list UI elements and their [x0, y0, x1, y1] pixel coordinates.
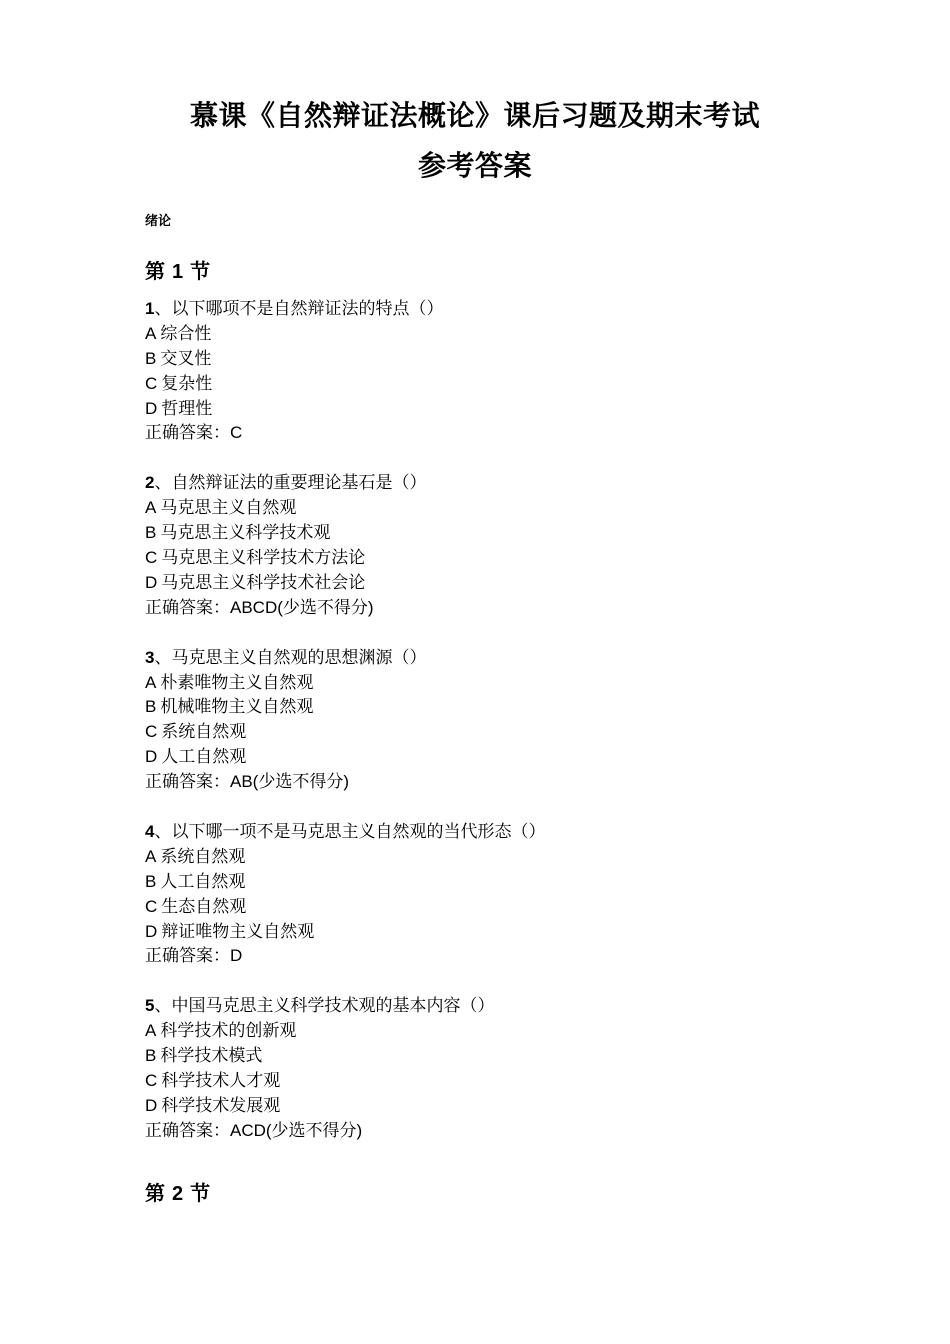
node-heading: 第 1 节	[145, 259, 211, 283]
option: D 人工自然观	[145, 747, 247, 768]
section-label: 绪论	[145, 214, 172, 229]
option: B 科学技术模式	[145, 1046, 263, 1067]
answer: 正确答案：C	[145, 423, 243, 444]
option: A 综合性	[145, 323, 212, 344]
option: C 生态自然观	[145, 896, 247, 917]
option: D 马克思主义科学技术社会论	[145, 572, 366, 593]
question-block	[145, 994, 845, 1143]
question-block	[145, 820, 845, 969]
question-block	[145, 297, 845, 446]
node-heading: 第 2 节	[145, 1180, 211, 1205]
option: C 系统自然观	[145, 722, 247, 743]
question-text: 4、以下哪一项不是马克思主义自然观的当代形态（）	[145, 822, 546, 843]
document-title: 慕课《自然辩证法概论》课后习题及期末考试	[189, 99, 760, 132]
option: C 马克思主义科学技术方法论	[145, 548, 366, 569]
option: C 科学技术人才观	[145, 1071, 281, 1092]
option: B 机械唯物主义自然观	[145, 697, 314, 718]
question-text: 2、自然辩证法的重要理论基石是（）	[145, 473, 427, 494]
option: A 系统自然观	[145, 846, 246, 867]
document-body	[145, 256, 845, 1209]
answer: 正确答案：AB(少选不得分)	[145, 772, 349, 793]
option: B 人工自然观	[145, 871, 246, 892]
option: B 马克思主义科学技术观	[145, 523, 331, 544]
option: C 复杂性	[145, 373, 213, 394]
question-text: 3、马克思主义自然观的思想渊源（）	[145, 647, 427, 668]
answer: 正确答案：ACD(少选不得分)	[145, 1120, 363, 1141]
option: D 辩证唯物主义自然观	[145, 921, 315, 942]
option: A 朴素唯物主义自然观	[145, 672, 314, 693]
option: D 科学技术发展观	[145, 1095, 281, 1116]
question-block	[145, 471, 845, 620]
question-text: 1、以下哪项不是自然辩证法的特点（）	[145, 299, 444, 319]
question-text: 5、中国马克思主义科学技术观的基本内容（）	[145, 996, 495, 1017]
answer: 正确答案：ABCD(少选不得分)	[145, 597, 374, 618]
answer: 正确答案：D	[145, 946, 243, 967]
option: A 马克思主义自然观	[145, 498, 297, 519]
question-block	[145, 646, 845, 795]
option: D 哲理性	[145, 398, 213, 419]
document-subtitle: 参考答案	[417, 149, 532, 182]
option: B 交叉性	[145, 348, 212, 369]
option: A 科学技术的创新观	[145, 1021, 297, 1042]
